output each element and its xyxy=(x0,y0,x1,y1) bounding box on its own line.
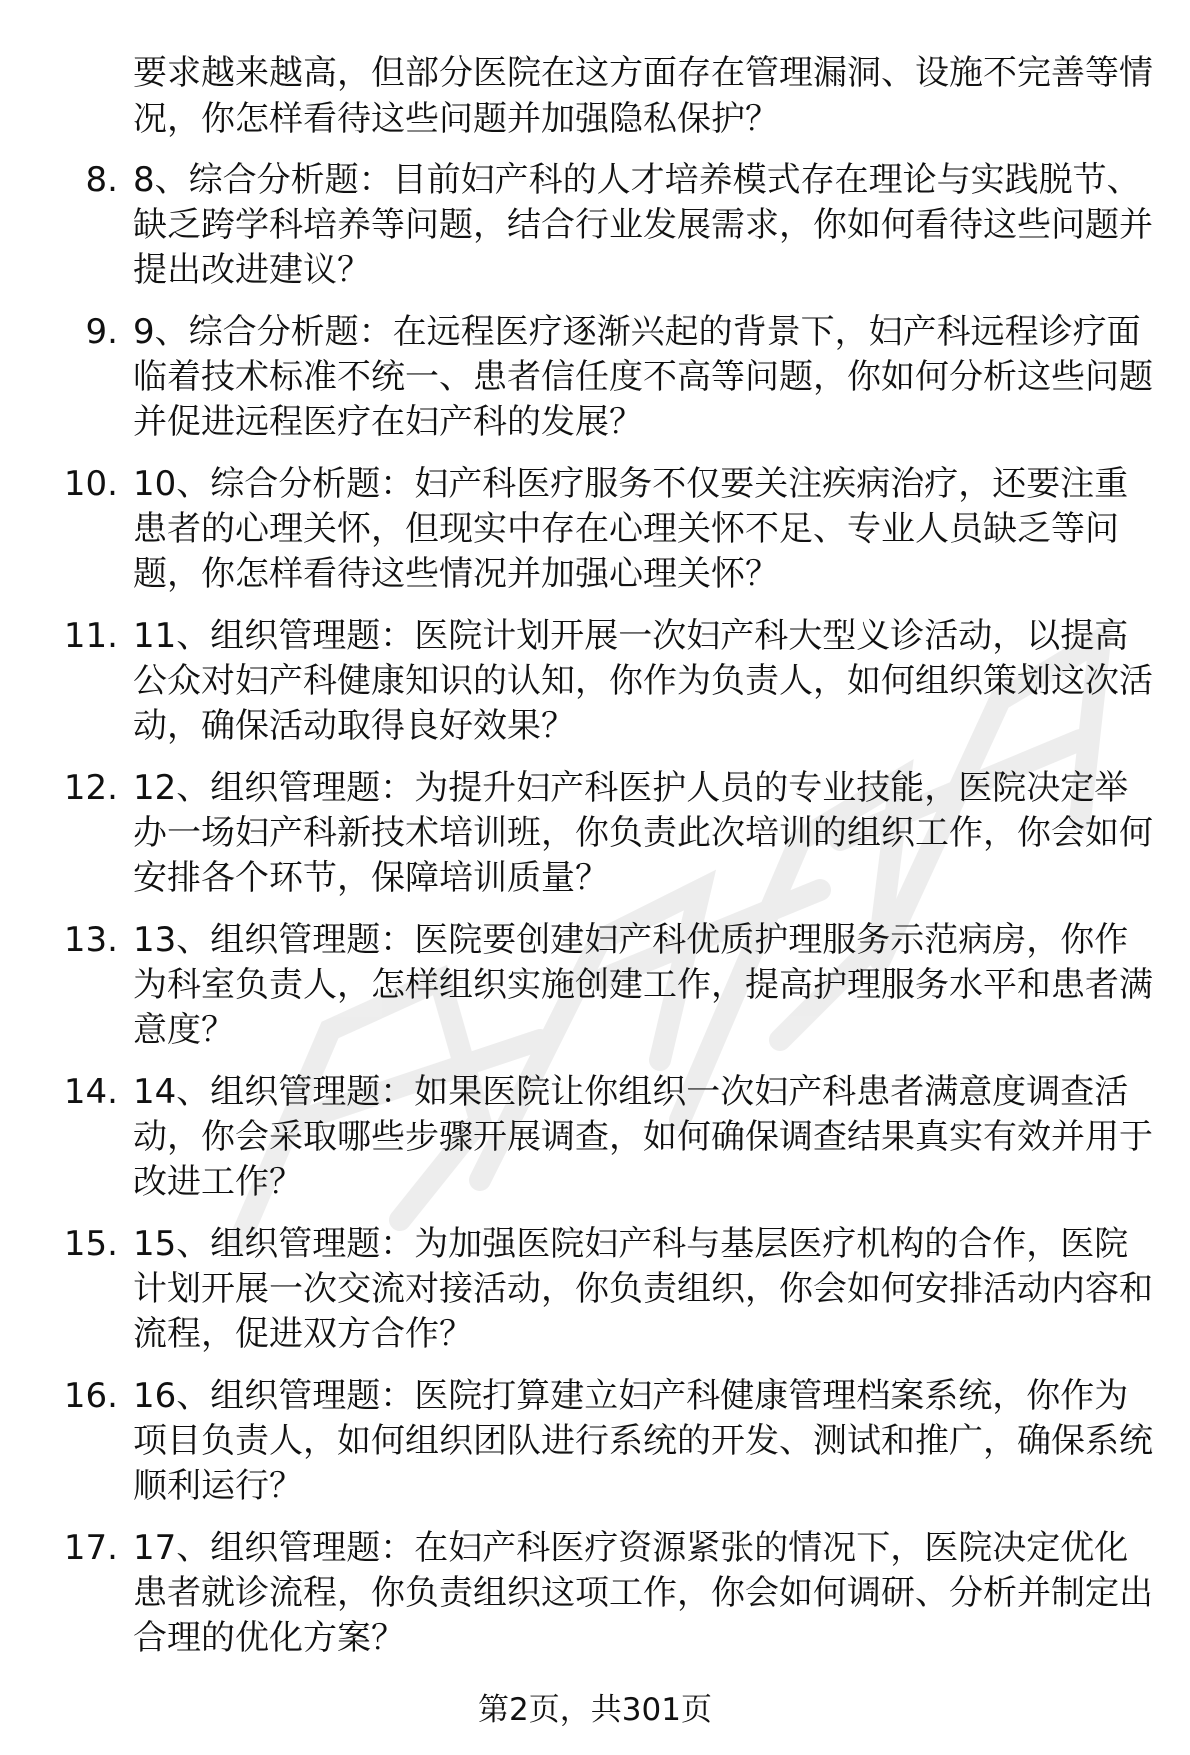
list-item-text: 13、组织管理题：医院要创建妇产科优质护理服务示范病房，你作为科室负责人，怎样组织实施创建工作，提高护理服务水平和患者满意度？ xyxy=(133,920,1153,1050)
list-item-text: 16、组织管理题：医院打算建立妇产科健康管理档案系统，你作为项目负责人，如何组织团队进行系统的开发、测试和推广，确保系统顺利运行？ xyxy=(133,1376,1153,1506)
list-item-number: 13. xyxy=(63,920,118,960)
list-item-number: 16. xyxy=(63,1376,118,1416)
list-item xyxy=(0,462,1153,597)
question-list xyxy=(0,158,1190,1678)
list-item-number: 17. xyxy=(63,1528,118,1568)
list-item xyxy=(0,310,1153,445)
list-item-text: 9、综合分析题：在远程医疗逐渐兴起的背景下，妇产科远程诊疗面临着技术标准不统一、患者信任度不高等问题，你如何分析这些问题并促进远程医疗在妇产科的发展？ xyxy=(133,312,1153,442)
list-item-text: 8、综合分析题：目前妇产科的人才培养模式存在理论与实践脱节、缺乏跨学科培养等问题，结合行业发展需求，你如何看待这些问题并提出改进建议？ xyxy=(133,160,1153,290)
list-item-text: 17、组织管理题：在妇产科医疗资源紧张的情况下，医院决定优化患者就诊流程，你负责组织这项工作，你会如何调研、分析并制定出合理的优化方案？ xyxy=(133,1528,1153,1658)
page-number-footer: 第2页，共301页 xyxy=(478,1692,712,1728)
list-item xyxy=(0,1070,1153,1205)
list-item-number: 14. xyxy=(63,1072,118,1112)
list-item-number: 10. xyxy=(63,464,118,504)
list-item xyxy=(0,614,1153,749)
list-item-number: 12. xyxy=(63,768,118,808)
list-item-text: 10、综合分析题：妇产科医疗服务不仅要关注疾病治疗，还要注重患者的心理关怀，但现实中存在心理关怀不足、专业人员缺乏等问题，你怎样看待这些情况并加强心理关怀？ xyxy=(133,464,1129,594)
list-item xyxy=(0,918,1153,1053)
list-item-number: 15. xyxy=(63,1224,118,1264)
list-item xyxy=(0,766,1153,901)
list-item-text: 11、组织管理题：医院计划开展一次妇产科大型义诊活动，以提高公众对妇产科健康知识的认知，你作为负责人，如何组织策划这次活动，确保活动取得良好效果？ xyxy=(133,616,1153,746)
list-item xyxy=(0,1526,1153,1661)
list-item-number: 9. xyxy=(85,312,118,352)
list-item xyxy=(0,1374,1153,1509)
list-item-text: 15、组织管理题：为加强医院妇产科与基层医疗机构的合作，医院计划开展一次交流对接活动，你负责组织，你会如何安排活动内容和流程，促进双方合作？ xyxy=(133,1224,1153,1354)
list-item xyxy=(0,158,1153,293)
intro-paragraph: 要求越来越高，但部分医院在这方面存在管理漏洞、设施不完善等情况，你怎样看待这些问题并加强隐私保护？ xyxy=(133,53,1153,139)
list-item-text: 14、组织管理题：如果医院让你组织一次妇产科患者满意度调查活动，你会采取哪些步骤开展调查，如何确保调查结果真实有效并用于改进工作？ xyxy=(133,1072,1153,1202)
list-item-number: 11. xyxy=(63,616,118,656)
list-item-number: 8. xyxy=(85,160,118,200)
list-item-text: 12、组织管理题：为提升妇产科医护人员的专业技能，医院决定举办一场妇产科新技术培训班，你负责此次培训的组织工作，你会如何安排各个环节，保障培训质量？ xyxy=(133,768,1153,898)
list-item xyxy=(0,1222,1153,1357)
